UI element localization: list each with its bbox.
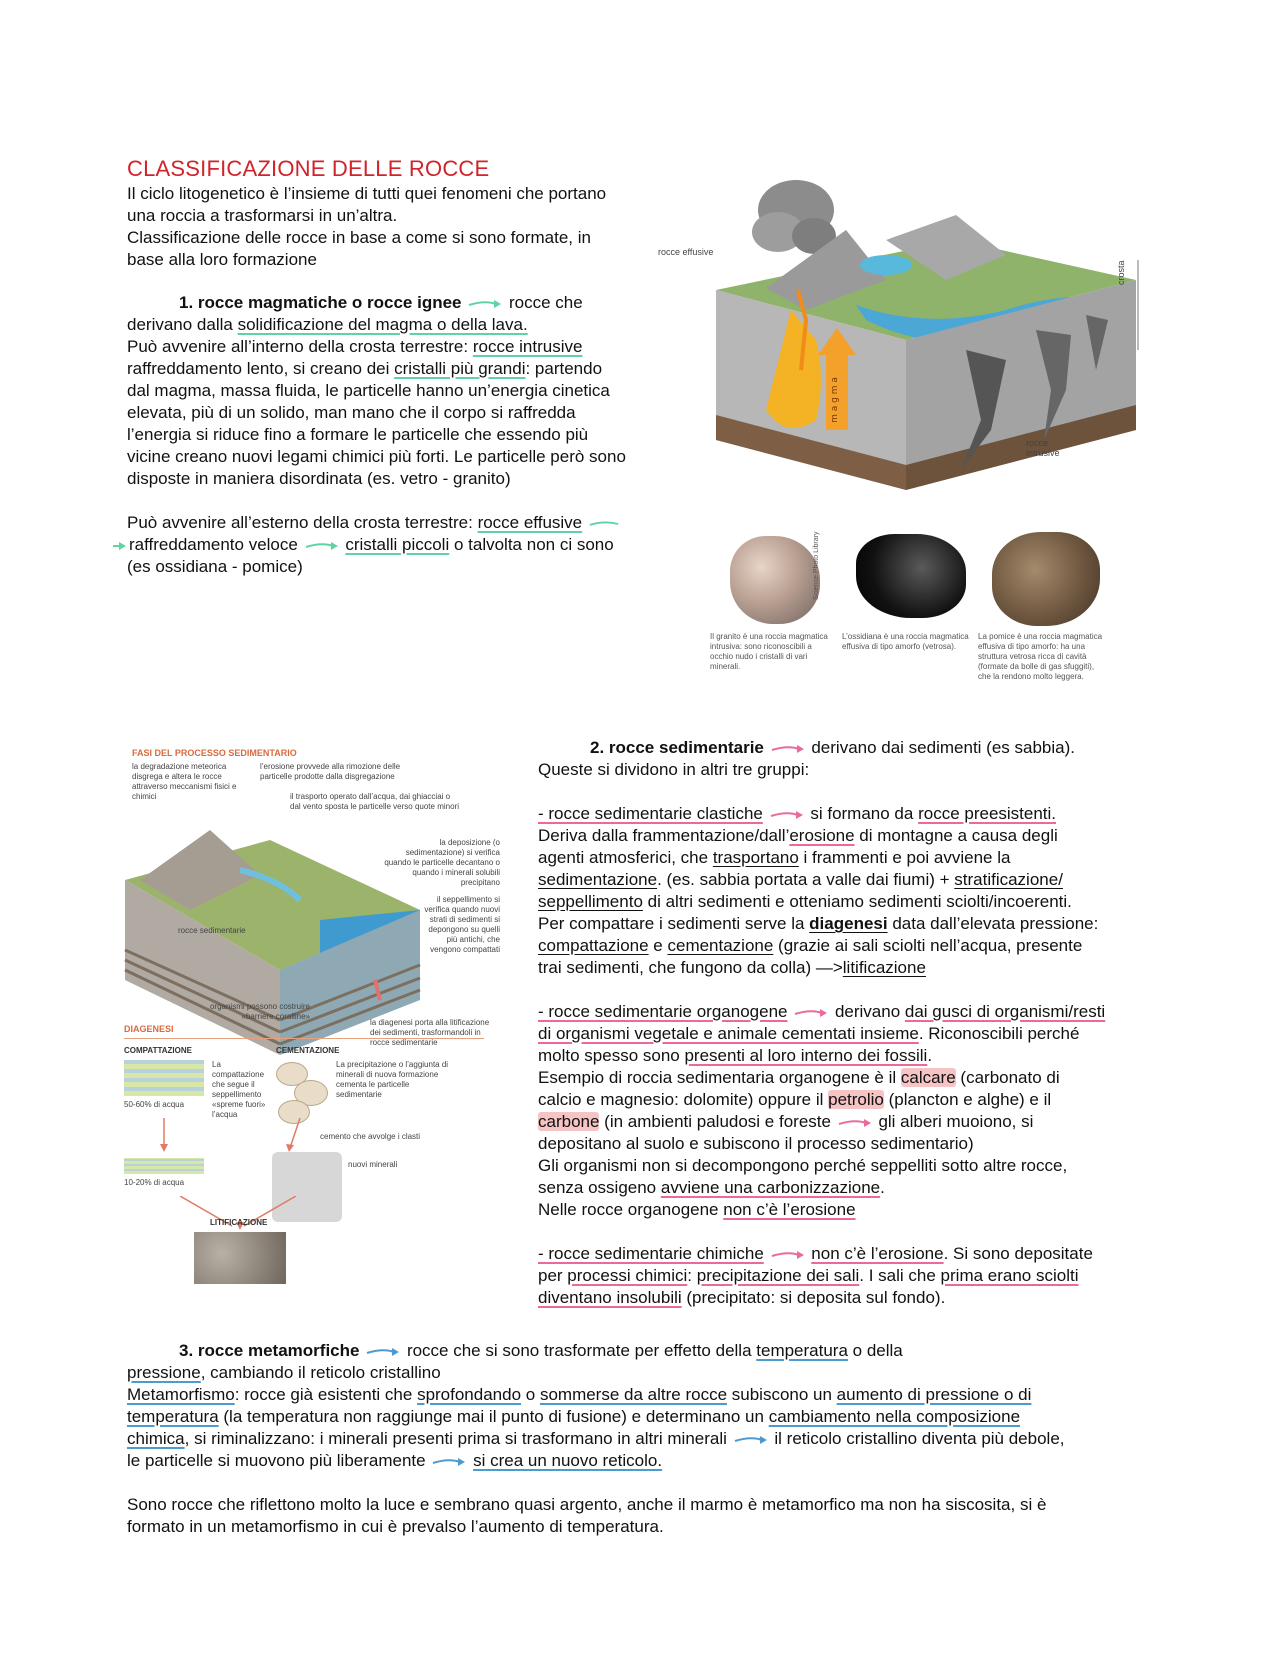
section-metamorfiche: [127, 1340, 1167, 1538]
text-span: o della: [847, 1341, 903, 1360]
text-line: Queste si dividono in altri tre gruppi:: [538, 760, 810, 779]
text-span: subiscono un: [727, 1385, 837, 1404]
underlined-text: cristalli piccoli: [345, 535, 450, 554]
underlined-text: rocce preesistenti.: [918, 804, 1057, 823]
section-heading: 1. rocce magmatiche o rocce ignee: [179, 293, 462, 312]
diagram-note: nuovi minerali: [348, 1160, 398, 1169]
text-span: . Si sono depositate: [943, 1244, 1093, 1263]
text-line: formato in un metamorfismo in cui è prevalso l’aumento di temperatura.: [127, 1517, 664, 1536]
text-span: (carbonato di: [955, 1068, 1060, 1087]
text-line: depositano al suolo e subiscono il processo sedimentario): [538, 1134, 974, 1153]
text-span: , si riminalizzano: i minerali presenti prima si trasformano in altri minerali: [184, 1429, 727, 1448]
text-span: raffreddamento veloce: [129, 535, 298, 554]
section-heading: 2. rocce sedimentarie: [590, 738, 764, 757]
underlined-text: erosione: [789, 826, 855, 845]
text-span: il reticolo cristallino diventa più debole,: [774, 1429, 1065, 1448]
text-span: (plancton e alghe) e il: [883, 1090, 1052, 1109]
arrow-icon: [366, 1347, 400, 1357]
highlighted-text: petrolio: [828, 1090, 884, 1109]
underlined-text: cambiamento nella composizione: [768, 1407, 1021, 1426]
underlined-text: di organismi vegetale e animale cementati insieme: [538, 1024, 919, 1043]
text-span: Può avvenire all’interno della crosta terrestre:: [127, 337, 473, 356]
cementazione-image: [276, 1062, 330, 1124]
text-line: vicine creano nuovi legami chimici più forti. Le particelle però sono: [127, 447, 626, 466]
caption-granito: Il granito è una roccia magmatica intrusiva: sono riconoscibili a occhio nudo i cristalli di vari minerali.: [710, 632, 828, 671]
underlined-text: sommerse da altre rocce: [539, 1385, 728, 1404]
diagram-note: organismi possono costruire «barriere coralline»: [209, 1002, 310, 1021]
text-span: Esempio di roccia sedimentaria organogene è il: [538, 1068, 901, 1087]
text-span: : rocce già esistenti che: [234, 1385, 418, 1404]
magma-label: m a g m a: [830, 377, 840, 423]
underlined-text: non c’è l’erosione: [811, 1244, 944, 1263]
label-crosta: crosta: [1116, 260, 1126, 285]
text-span: (precipitato: si deposita sul fondo).: [681, 1288, 946, 1307]
sedimentary-process-diagram: [120, 740, 510, 1320]
text-span: . (es. sabbia portata a valle dai fiumi) +: [657, 870, 955, 889]
arrow-icon: [734, 1435, 768, 1445]
caption-ossidiana: L’ossidiana è una roccia magmatica effusiva di tipo amorfo (vetrosa).: [842, 632, 969, 651]
text-span: : partendo: [525, 359, 603, 378]
underlined-text: precipitazione dei sali: [696, 1266, 860, 1285]
underlined-text: seppellimento: [538, 892, 643, 911]
text-span: .: [880, 1178, 885, 1197]
text-span: Deriva dalla frammentazione/dall’: [538, 826, 790, 845]
underlined-text: non c’è l’erosione: [723, 1200, 856, 1219]
underlined-text: processi chimici: [567, 1266, 688, 1285]
pomice-sample-image: [992, 532, 1100, 626]
caption-pomice: La pomice è una roccia magmatica effusiva di tipo amorfo: ha una struttura vetrosa ricca di cavità (formate da bolle di gas sfuggiti), che la rendono molto leggera.: [978, 632, 1103, 681]
text-line: (es ossidiana - pomice): [127, 557, 303, 576]
intro-line: Classificazione delle rocce in base a come si sono formate, in: [127, 228, 591, 247]
section-heading: 3. rocce metamorfiche: [179, 1341, 360, 1360]
subheading: - rocce sedimentarie chimiche: [538, 1244, 764, 1263]
divider: [124, 1038, 484, 1039]
arrow-icon: [432, 1457, 466, 1467]
section-sedimentarie: [538, 737, 1158, 1309]
text-line: disposte in maniera disordinata (es. vetro - granito): [127, 469, 511, 488]
diagram-note: 50-60% di acqua: [124, 1100, 185, 1109]
diagram-note: La precipitazione o l’aggiunta di minerali di nuova formazione cementa le particelle sedimentarie: [336, 1060, 449, 1099]
text-span: agenti atmosferici, che: [538, 848, 713, 867]
label-rocce-effusive: rocce effusive: [658, 247, 714, 257]
text-span: (la temperatura non raggiunge mai il punto di fusione) e determinano un: [218, 1407, 769, 1426]
diagram-note: rocce sedimentarie: [178, 926, 246, 935]
text-span: .: [927, 1046, 933, 1065]
arrow-icon: [771, 744, 805, 754]
text-span: trai sedimenti, che fungono da colla) —>: [538, 958, 843, 977]
volcano-illustration: [706, 170, 1146, 510]
underlined-text: avviene una carbonizzazione: [660, 1178, 881, 1197]
underlined-text: sedimentazione: [538, 870, 658, 889]
diagram-title: FASI DEL PROCESSO SEDIMENTARIO: [132, 748, 297, 758]
arrow-icon: [838, 1118, 872, 1128]
underlined-text: trasportano: [712, 848, 799, 867]
text-line: l’energia si riduce fino a formare le particelle che essendo più: [127, 425, 589, 444]
underlined-text: temperatura: [756, 1341, 848, 1360]
text-span: Per compattare i sedimenti serve la: [538, 914, 810, 933]
underlined-text: aumento di pressione o di: [836, 1385, 1032, 1404]
text-span: di montagne a causa degli: [854, 826, 1058, 845]
underlined-text: stratificazione/: [954, 870, 1063, 889]
cementazione-label: CEMENTAZIONE: [276, 1046, 340, 1055]
underlined-text: prima erano sciolti: [940, 1266, 1079, 1285]
intro-line: una roccia a trasformarsi in un’altra.: [127, 206, 398, 225]
granito-sample-image: [730, 536, 820, 624]
diagram-note: la degradazione meteorica disgrega e altera le rocce attraverso meccanismi fisici e chimici: [132, 762, 237, 801]
label-rocce-intrusive: rocce intrusive: [1026, 438, 1060, 458]
diagram-note: 10-20% di acqua: [124, 1178, 185, 1187]
text-span: rocce che si sono trasformate per effetto della: [406, 1341, 757, 1360]
underlined-text: cementazione: [667, 936, 774, 955]
underlined-text: pressione: [127, 1363, 201, 1382]
text-span: e: [648, 936, 668, 955]
underlined-text: chimica: [127, 1429, 185, 1448]
litificazione-rock-image: [194, 1232, 286, 1284]
text-span: senza ossigeno: [538, 1178, 661, 1197]
text-span: rocce che: [508, 293, 583, 312]
photo-credit: Science Photo Library: [813, 531, 820, 600]
underlined-text: rocce effusive: [477, 513, 583, 532]
underlined-text: compattazione: [538, 936, 649, 955]
arrow-icon: [305, 541, 339, 551]
text-line: elevata, più di un solido, man mano che il corpo si raffredda: [127, 403, 576, 422]
underlined-text: sprofondando: [417, 1385, 522, 1404]
diagram-note: la diagenesi porta alla litificazione dei sedimenti, trasformandoli in rocce sedimentarie: [370, 1018, 490, 1047]
intro-line: base alla loro formazione: [127, 250, 317, 269]
intro-paragraph: [127, 183, 687, 271]
text-span: calcio e magnesio: dolomite) oppure il: [538, 1090, 829, 1109]
text-span: derivano dalla: [127, 315, 238, 334]
highlighted-text: carbone: [538, 1112, 600, 1131]
litificazione-label: LITIFICAZIONE: [210, 1218, 268, 1227]
underlined-text: diventano insolubili: [538, 1288, 682, 1307]
diagenesi-label: DIAGENESI: [124, 1024, 174, 1034]
arrow-icon: [468, 299, 502, 309]
compattazione-result-image: [124, 1158, 204, 1174]
underlined-text: litificazione: [842, 958, 926, 977]
highlighted-text: calcare: [900, 1068, 956, 1087]
underlined-text: cristalli più grandi: [394, 359, 526, 378]
diagram-note: la deposizione (o sedimentazione) si verifica quando le particelle decantano o quando i minerali solubili precipitano: [384, 838, 500, 887]
underlined-text: rocce intrusive: [472, 337, 583, 356]
section-magmatiche: [127, 292, 697, 578]
text-span: si formano da: [810, 804, 919, 823]
underlined-text: dai gusci di organismi/resti: [904, 1002, 1106, 1021]
text-span: :: [687, 1266, 697, 1285]
subheading: - rocce sedimentarie clastiche: [538, 804, 763, 823]
arrow-icon: [589, 519, 619, 529]
text-span: derivano dai sedimenti (es sabbia).: [811, 738, 1075, 757]
diagram-note: cemento che avvolge i clasti: [320, 1132, 421, 1141]
arrow-icon: [794, 1008, 828, 1018]
ossidiana-sample-image: [856, 534, 966, 618]
underlined-text: Metamorfismo: [127, 1385, 235, 1404]
diagram-note: La compattazione che segue il seppellimento «spreme fuori» l’acqua: [212, 1060, 266, 1119]
arrow-icon: [771, 1250, 805, 1260]
text-span: derivano: [834, 1002, 905, 1021]
text-span: di altri sedimenti e otteniamo sedimenti sciolti/incoerenti.: [642, 892, 1072, 911]
diagram-note: il seppellimento si verifica quando nuovi strati di sedimenti si depongono su quelli più antichi, che vengono compattati: [424, 895, 500, 954]
section-heading-line: [127, 292, 697, 314]
text-span: raffreddamento lento, si creano dei: [127, 359, 395, 378]
text-span: o talvolta non ci sono: [449, 535, 614, 554]
arrow-icon: [113, 541, 127, 551]
text-span: . Riconoscibili perché: [918, 1024, 1080, 1043]
intro-line: Il ciclo litogenetico è l’insieme di tutti quei fenomeni che portano: [127, 184, 607, 203]
diagram-note: il trasporto operato dall’acqua, dai ghiacciai o dal vento sposta le particelle verso quote minori: [290, 792, 459, 811]
text-span: per: [538, 1266, 568, 1285]
text-span: le particelle si muovono più liberamente: [127, 1451, 426, 1470]
text-span: . I sali che: [859, 1266, 941, 1285]
text-span: i frammenti e poi avviene la: [798, 848, 1011, 867]
underlined-text: si crea un nuovo reticolo.: [473, 1451, 663, 1470]
bold-underlined-text: diagenesi: [809, 914, 888, 933]
compattazione-label: COMPATTAZIONE: [124, 1046, 192, 1055]
text-line: dal magma, massa fluida, le particelle hanno un’energia cinetica: [127, 381, 610, 400]
text-span: gli alberi muoiono, si: [878, 1112, 1034, 1131]
text-span: (in ambienti paludosi e foreste: [599, 1112, 831, 1131]
underlined-text: solidificazione del magma o della lava.: [237, 315, 528, 334]
text-span: , cambiando il reticolo cristallino: [200, 1363, 441, 1382]
text-span: o: [521, 1385, 540, 1404]
text-span: (grazie ai sali sciolti nell’acqua, presente: [773, 936, 1083, 955]
underlined-text: temperatura: [127, 1407, 219, 1426]
page-title: CLASSIFICAZIONE DELLE ROCCE: [127, 156, 490, 181]
text-span: molto spesso sono: [538, 1046, 685, 1065]
volcano-diagram: [658, 170, 1146, 510]
subheading: - rocce sedimentarie organogene: [538, 1002, 788, 1021]
text-line: Gli organismi non si decompongono perché seppelliti sotto altre rocce,: [538, 1156, 1068, 1175]
compattazione-image: [124, 1060, 204, 1096]
text-span: Nelle rocce organogene: [538, 1200, 724, 1219]
text-span: Può avvenire all’esterno della crosta terrestre:: [127, 513, 478, 532]
diagram-note: l’erosione provvede alla rimozione delle particelle prodotte dalla disgregazione: [260, 762, 401, 781]
underlined-text: presenti al loro interno dei fossili: [684, 1046, 928, 1065]
text-span: data dall’elevata pressione:: [887, 914, 1099, 933]
arrow-icon: [770, 810, 804, 820]
text-line: Sono rocce che riflettono molto la luce e sembrano quasi argento, anche il marmo è metamorfico ma non ha siscosita, si è: [127, 1495, 1047, 1514]
